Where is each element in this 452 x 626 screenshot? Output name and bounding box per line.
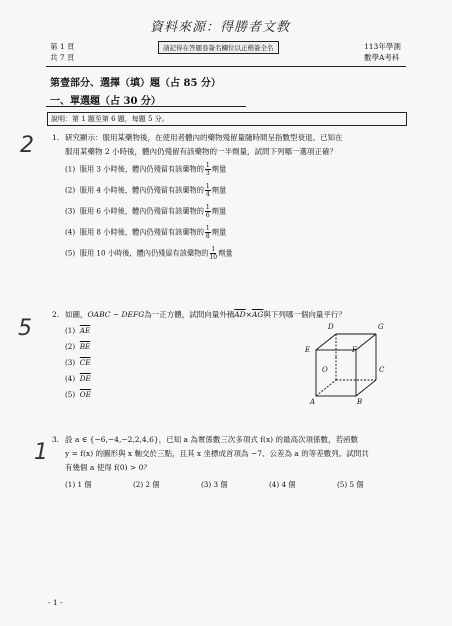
q3-option-3[interactable]: (3) 3 個 bbox=[201, 480, 228, 489]
option-tail: 劑量 bbox=[211, 164, 227, 174]
option-text: 服用 10 小時後，體內仍殘留有該藥物的 bbox=[79, 248, 209, 258]
option-tail: 劑量 bbox=[218, 248, 233, 258]
q3-text-line2: y = f(x) 的圖形與 x 軸交於三點，且其 x 坐標成首項為 −7、公差為 a 的等差數列。試問共 bbox=[65, 449, 369, 458]
option-vector: $\overline{CE}$ bbox=[79, 358, 91, 367]
option-text: 服用 4 小時後，體內仍殘留有該藥物的 bbox=[79, 185, 204, 195]
option-vector: $\overline{OE}$ bbox=[79, 390, 91, 399]
fraction: $\frac{1}{3}$ bbox=[205, 162, 210, 177]
cube-label-b: B bbox=[357, 398, 363, 406]
cube-label-d: D bbox=[328, 323, 334, 331]
q2-option-4[interactable]: (4) $\overline{DE}$ bbox=[65, 374, 91, 383]
cube-name: OABC − DEFG bbox=[87, 310, 145, 319]
option-tail: 劑量 bbox=[211, 227, 227, 237]
q2-option-5[interactable]: (5) $\overline{OE}$ bbox=[65, 390, 91, 399]
cube-label-g: G bbox=[378, 323, 384, 331]
option-text: 服用 3 小時後，體內仍殘留有該藥物的 bbox=[79, 164, 204, 174]
q1-text-line2: 服用某藥物 2 小時後，體內仍殘留有該藥物的一半劑量，試問下列哪一選項正確？ bbox=[65, 147, 338, 156]
page-number: 第 1 頁 bbox=[50, 42, 75, 51]
option-label: (4) bbox=[65, 227, 76, 237]
q1-number: 1. bbox=[52, 133, 60, 142]
q2-option-2[interactable]: (2) $\overline{BE}$ bbox=[65, 342, 91, 351]
q1-text-line1: 研究顯示：服用某藥物後，在使用者體內的藥物殘留量隨時間呈指數型衰退。已知在 bbox=[65, 133, 343, 142]
cube-label-a: A bbox=[310, 398, 316, 406]
subsection-rule bbox=[46, 106, 246, 107]
option-vector: $\overline{AE}$ bbox=[79, 326, 91, 335]
fraction: $\frac{1}{8}$ bbox=[205, 225, 210, 240]
q1-option-2[interactable] bbox=[65, 183, 226, 198]
q3-text-line1: 設 a ∈ {−6,−4,−2,2,4,6}，已知 a 為實係數三次多項式 f(x) 的最高次項係數，若函數 bbox=[65, 435, 358, 444]
handwritten-source-note: 資料來源：得勝者文教 bbox=[150, 20, 291, 35]
exam-subject: 數學A考科 bbox=[364, 53, 400, 62]
q2-text: 如圖，OABC − DEFG為一正方體，試問向量外積$\overline{AD}\times\overline{AG}$與下列哪一個向量平行？ bbox=[65, 310, 346, 319]
q2-option-3[interactable]: (3) $\overline{CE}$ bbox=[65, 358, 91, 367]
signature-banner: 請記得在答題卷簽名欄位以正楷簽全名 bbox=[158, 41, 279, 54]
exam-year: 113年學測 bbox=[364, 42, 401, 51]
option-vector: $\overline{BE}$ bbox=[79, 342, 91, 351]
q3-option-5[interactable]: (5) 5 個 bbox=[337, 480, 364, 489]
margin-mark-q2: 5 bbox=[18, 316, 32, 341]
instruction-note: 說明：第 1 題至第 6 題，每題 5 分。 bbox=[47, 112, 407, 126]
cube-label-c: C bbox=[379, 366, 385, 374]
q2-number: 2. bbox=[52, 310, 60, 319]
option-tail: 劑量 bbox=[211, 206, 227, 216]
q1-option-1[interactable] bbox=[65, 162, 226, 177]
q3-number: 3. bbox=[52, 435, 60, 444]
option-tail: 劑量 bbox=[211, 185, 227, 195]
q3-option-2[interactable]: (2) 2 個 bbox=[133, 480, 160, 489]
cube-label-e: E bbox=[305, 346, 311, 354]
option-label: (1) bbox=[65, 164, 76, 174]
q1-option-4[interactable] bbox=[65, 225, 226, 240]
option-text: 服用 8 小時後，體內仍殘留有該藥物的 bbox=[79, 227, 204, 237]
option-label: (2) bbox=[65, 185, 76, 195]
vector-ag: $\overline{AG}$ bbox=[251, 310, 264, 319]
vector-ad: $\overline{AD}$ bbox=[234, 310, 246, 319]
section-title: 第壹部分、選擇（填）題（占 85 分） bbox=[50, 78, 221, 89]
page-total: 共 7 頁 bbox=[50, 53, 75, 62]
option-text: 服用 6 小時後，體內仍殘留有該藥物的 bbox=[79, 206, 204, 216]
q1-option-3[interactable] bbox=[65, 204, 226, 219]
q2-option-1[interactable]: (1) $\overline{AE}$ bbox=[65, 326, 91, 335]
margin-mark-q1: 2 bbox=[20, 133, 34, 158]
subsection-title: 一、單選題（占 30 分） bbox=[50, 96, 161, 107]
option-label: (5) bbox=[65, 248, 76, 258]
q3-option-4[interactable]: (4) 4 個 bbox=[269, 480, 296, 489]
option-label: (3) bbox=[65, 206, 76, 216]
margin-mark-q3: 1 bbox=[34, 440, 48, 465]
cube-label-o: O bbox=[322, 366, 328, 374]
q1-option-5[interactable] bbox=[65, 246, 233, 261]
header-rule bbox=[46, 66, 406, 67]
option-vector: $\overline{DE}$ bbox=[79, 374, 91, 383]
fraction: $\frac{1}{4}$ bbox=[205, 183, 210, 198]
q3-text-line3: 有幾個 a 使得 f(0) > 0？ bbox=[65, 463, 151, 472]
fraction: $\frac{1}{10}$ bbox=[209, 246, 218, 261]
cube-label-f: F bbox=[352, 346, 357, 354]
q3-option-1[interactable]: (1) 1 個 bbox=[65, 480, 92, 489]
fraction: $\frac{1}{6}$ bbox=[205, 204, 210, 219]
page-footer: - 1 - bbox=[48, 598, 63, 607]
